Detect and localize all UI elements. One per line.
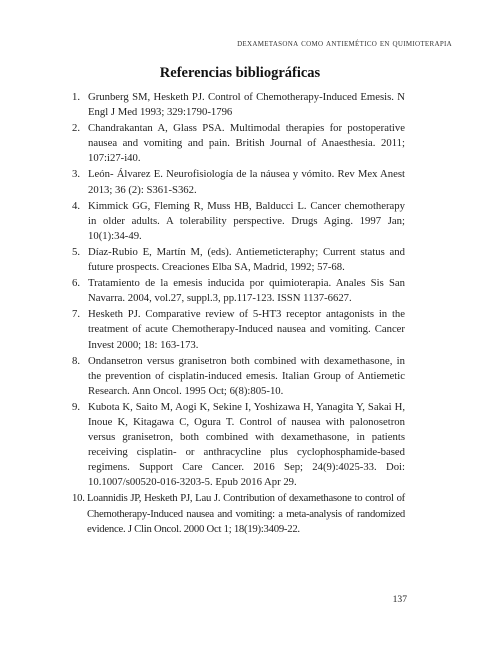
reference-text: Loannidis JP, Hesketh PJ, Lau J. Contribution of dexamethasone to control of Chemotherapy-Induced nausea and vomiting: a meta-analysis of randomized evidence. J Clin Oncol. 2000 Oct 1; 18(19):3409-22.	[87, 492, 405, 535]
reference-text: Grunberg SM, Hesketh PJ. Control of Chemotherapy-Induced Emesis. N Engl J Med 1993; 329:1790-1796	[88, 91, 405, 119]
reference-text: Díaz-Rubio E, Martín M, (eds). Antiemeticteraphy; Current status and future prospects. Creaciones Elba SA, Madrid, 1992; 57-68.	[88, 245, 405, 274]
reference-number: 10.	[72, 492, 85, 505]
reference-list	[72, 90, 405, 538]
reference-item	[72, 121, 405, 166]
reference-text: Tratamiento de la emesis inducida por quimioterapia. Anales Sis San Navarra. 2004, vol.27, suppl.3, pp.117-123. ISSN 1137-6627.	[88, 277, 405, 305]
reference-item	[72, 90, 405, 120]
reference-item	[72, 167, 405, 197]
reference-text: Ondansetron versus granisetron both combined with dexamethasone, in the prevention of cisplatin-induced emesis. Italian Group of Antiemetic Research. Ann Oncol. 1995 Oct; 6(8):805-10.	[88, 354, 405, 397]
reference-number: 3.	[72, 168, 81, 181]
reference-item	[72, 245, 405, 275]
reference-text: Hesketh PJ. Comparative review of 5-HT3 receptor antagonists in the treatment of acute Chemotherapy-Induced nausea and vomiting. Cancer Invest 2000; 18: 163-173.	[88, 308, 405, 351]
reference-number: 8.	[72, 354, 81, 367]
reference-item	[72, 276, 405, 306]
reference-number: 1.	[72, 91, 81, 103]
section-title: Referencias bibliográficas	[159, 65, 321, 81]
reference-text: Chandrakantan A, Glass PSA. Multimodal therapies for postoperative nausea and vomiting and pain. British Journal of Anaesthesia. 2011; 107:i27-i40.	[88, 122, 405, 165]
reference-item	[72, 400, 405, 491]
reference-item	[72, 307, 405, 352]
reference-item	[72, 354, 405, 399]
reference-item	[72, 199, 405, 244]
reference-text: León- Álvarez E. Neurofisiología de la náusea y vómito. Rev Mex Anest 2013; 36 (2): S361-S362.	[88, 168, 405, 196]
page-number: 137	[392, 594, 407, 605]
reference-number: 9.	[72, 400, 81, 413]
running-header: dexametasona como antiemético en quimioterapia	[237, 38, 452, 49]
reference-number: 5.	[72, 245, 81, 258]
reference-number: 6.	[72, 277, 81, 290]
reference-item	[72, 491, 405, 536]
reference-text: Kimmick GG, Fleming R, Muss HB, Balducci L. Cancer chemotherapy in older adults. A tolerability perspective. Drugs Aging. 1997 Jan; 10(1):34-49.	[88, 199, 405, 242]
reference-number: 4.	[72, 199, 81, 212]
reference-number: 2.	[72, 122, 81, 135]
reference-text: Kubota K, Saito M, Aogi K, Sekine I, Yoshizawa H, Yanagita Y, Sakai H, Inoue K, Kitagawa C, Ogura T. Control of nausea with palonosetron versus granisetron, both combined with dexamethasone, in patients receiving cisplatin- or anthracycline plus cyclophosphamide-based regimens. Support Care Cancer. 2016 Sep; 24(9):4025-33. Doi: 10.1007/s00520-016-3203-5. Epub 2016 Apr 29.	[88, 400, 405, 489]
reference-number: 7.	[72, 308, 81, 321]
